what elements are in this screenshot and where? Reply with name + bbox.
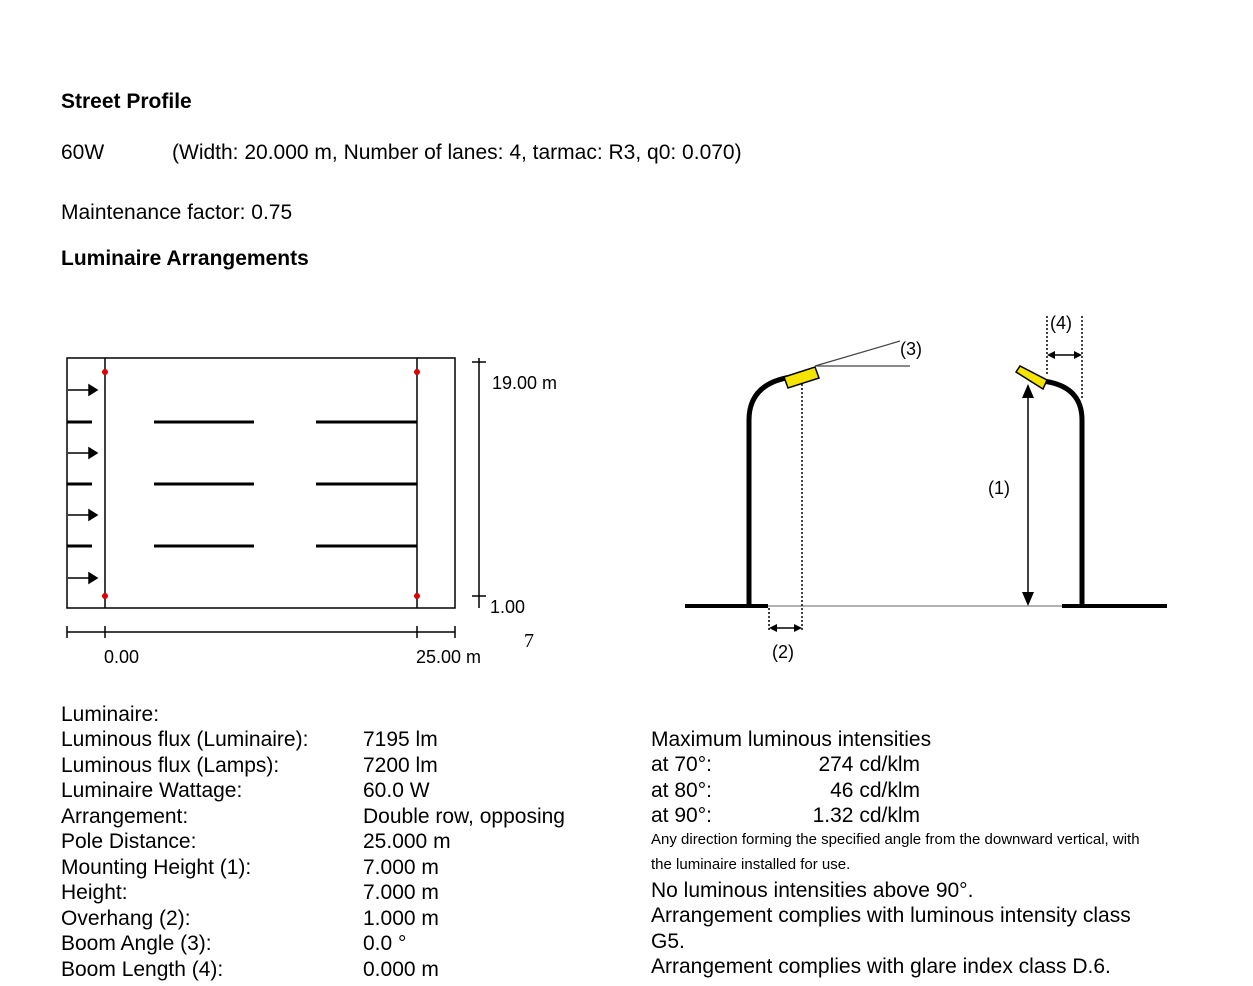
intensity-values: [780, 752, 920, 829]
complies-glare: Arrangement complies with glare index class D.6.: [651, 955, 1111, 978]
y-dimension: [472, 358, 486, 608]
x-left-label: 0.00: [104, 647, 140, 667]
spec-label: Mounting Height (1):: [61, 855, 252, 879]
maintenance-factor: Maintenance factor: 0.75: [61, 201, 293, 224]
spec-value: 0.0 °: [363, 932, 407, 955]
specs-values: [363, 727, 565, 982]
intensity-note-2: the luminaire installed for use.: [651, 856, 851, 873]
complies-class-1: Arrangement complies with luminous intensity class: [651, 904, 1131, 927]
complies-class-2: G5.: [651, 930, 685, 953]
label-boom-angle: (3): [900, 339, 922, 359]
intensity-value: 1.32 cd/klm: [812, 804, 920, 827]
spec-label: Luminous flux (Luminaire):: [61, 728, 309, 751]
specs-title: Luminaire:: [61, 703, 160, 726]
intensity-value: 46 cd/klm: [830, 778, 920, 802]
spec-value: 7195 lm: [363, 728, 438, 751]
right-luminaire: [1016, 366, 1047, 389]
street-profile-name: 60W: [61, 141, 105, 164]
label-overhang: (2): [772, 642, 794, 662]
x-right-label: 25.00 m: [416, 647, 482, 667]
y-bottom-label: 1.00: [490, 597, 526, 617]
spec-value: 60.0 W: [363, 779, 430, 802]
spec-value: 0.000 m: [363, 957, 439, 981]
street-profile-heading: Street Profile: [61, 90, 192, 113]
elevation-diagram: [685, 316, 1167, 632]
street-profile-details: (Width: 20.000 m, Number of lanes: 4, tarmac: R3, q0: 0.070): [172, 141, 742, 164]
lane-marks-right: [316, 422, 417, 546]
spec-label: Boom Length (4):: [61, 957, 224, 981]
stray-page-mark: 7: [524, 630, 534, 652]
right-pole: [1043, 381, 1082, 606]
specs-labels: [61, 727, 308, 982]
lane-marks-left: [67, 422, 92, 546]
arrangements-heading: Luminaire Arrangements: [61, 247, 309, 270]
intensity-labels: [651, 752, 712, 829]
lane-marks-middle: [154, 422, 254, 546]
intensities-title: Maximum luminous intensities: [651, 728, 932, 751]
y-top-label: 19.00 m: [492, 373, 558, 393]
intensity-note-1: Any direction forming the specified angle from the downward vertical, with: [651, 831, 1140, 848]
label-boom-length: (4): [1050, 313, 1072, 333]
spec-value: 1.000 m: [363, 906, 439, 930]
spec-label: Pole Distance:: [61, 830, 197, 853]
spec-label: Arrangement:: [61, 804, 189, 828]
intensity-label: at 70°:: [651, 753, 712, 776]
intensity-label: at 90°:: [651, 804, 712, 827]
x-dimension: [67, 626, 455, 638]
spec-value: Double row, opposing: [363, 804, 565, 828]
spec-value: 7.000 m: [363, 855, 439, 879]
spec-label: Luminaire Wattage:: [61, 779, 243, 802]
no-intensities-above: No luminous intensities above 90°.: [651, 879, 974, 902]
spec-label: Luminous flux (Lamps):: [61, 753, 280, 777]
spec-value: 7200 lm: [363, 753, 438, 777]
intensity-label: at 80°:: [651, 778, 712, 802]
spec-label: Overhang (2):: [61, 906, 191, 930]
label-mounting-height: (1): [988, 478, 1010, 498]
spec-value: 25.000 m: [363, 830, 451, 853]
spec-value: 7.000 m: [363, 881, 439, 904]
spec-label: Boom Angle (3):: [61, 932, 212, 955]
intensity-value: 274 cd/klm: [818, 753, 920, 776]
left-pole: [749, 376, 800, 606]
spec-label: Height:: [61, 881, 128, 904]
